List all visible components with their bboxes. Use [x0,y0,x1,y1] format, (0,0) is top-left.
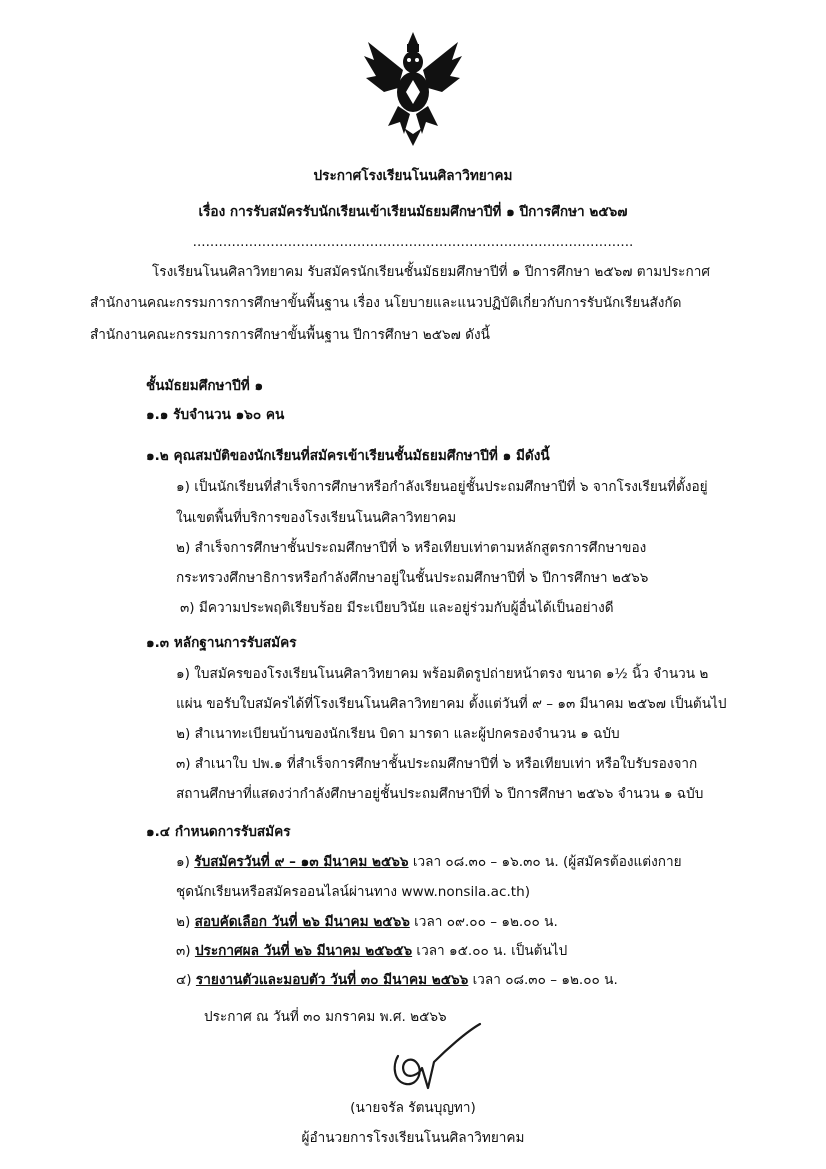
document-item-1-line-2: แผ่น ขอรับใบสมัครได้ที่โรงเรียนโนนศิลาวิทยาคม ตั้งแต่วันที่ ๙ – ๑๓ มีนาคม ๒๕๖๗ เป็นต้นไป [176,696,727,712]
document-item-2: ๒) สำเนาทะเบียนบ้านของนักเรียน บิดา มารดา และผู้ปกครองจำนวน ๑ ฉบับ [176,726,620,742]
announcement-date: ประกาศ ณ วันที่ ๓๐ มกราคม พ.ศ. ๒๕๖๖ [204,1009,447,1025]
level-heading: ชั้นมัธยมศึกษาปีที่ ๑ [146,378,264,394]
schedule-item-3-time: เวลา ๑๕.๐๐ น. เป็นต้นไป [412,943,568,959]
schedule-item-2-number: ๒) [176,914,191,930]
section-1-1-heading: ๑.๑ รับจำนวน ๑๖๐ คน [146,407,285,423]
schedule-item-4-date: รายงานตัวและมอบตัว วันที่ ๓๐ มีนาคม ๒๕๖๖ [195,972,469,988]
schedule-item-3-number: ๓) [176,943,191,959]
schedule-item-1-number: ๑) [176,854,190,870]
schedule-item-1-line-2: ชุดนักเรียนหรือสมัครออนไลน์ผ่านทาง www.nonsila.ac.th) [176,884,531,900]
document-item-1-line-1: ๑) ใบสมัครของโรงเรียนโนนศิลาวิทยาคม พร้อมติดรูปถ่ายหน้าตรง ขนาด ๑½ นิ้ว จำนวน ๒ [176,666,709,682]
qualification-item-1-line-2: ในเขตพื้นที่บริการของโรงเรียนโนนศิลาวิทยาคม [176,510,457,526]
schedule-item-2-date: สอบคัดเลือก วันที่ ๒๖ มีนาคม ๒๕๖๖ [194,914,410,930]
schedule-item-3 [176,941,567,961]
signer-name: (นายจรัล รัตนบุญทา) [350,1100,476,1116]
schedule-item-4 [176,970,618,990]
schedule-item-1-line-1 [176,852,682,872]
signer-position: ผู้อำนวยการโรงเรียนโนนศิลาวิทยาคม [301,1130,525,1146]
schedule-item-2-time: เวลา ๐๙.๐๐ – ๑๒.๐๐ น. [409,914,558,930]
section-1-3-heading: ๑.๓ หลักฐานการรับสมัคร [146,635,297,651]
announcement-title: ประกาศโรงเรียนโนนศิลาวิทยาคม [313,168,513,184]
section-1-4-heading: ๑.๔ กำหนดการรับสมัคร [146,824,291,840]
separator-line: ...................................................................................................... [192,234,634,250]
intro-line-2: สำนักงานคณะกรรมการการศึกษาขั้นพื้นฐาน เรื่อง นโยบายและแนวปฏิบัติเกี่ยวกับการรับนักเรียนสังกัด [90,295,682,311]
announcement-subject: เรื่อง การรับสมัครรับนักเรียนเข้าเรียนมัธยมศึกษาปีที่ ๑ ปีการศึกษา ๒๕๖๗ [198,204,628,220]
schedule-item-2 [176,912,558,932]
schedule-item-4-time: เวลา ๐๘.๓๐ – ๑๒.๐๐ น. [468,972,618,988]
qualification-item-3: ๓) มีความประพฤติเรียบร้อย มีระเบียบวินัย และอยู่ร่วมกับผู้อื่นได้เป็นอย่างดี [180,600,614,616]
signature [376,1022,486,1094]
schedule-item-3-date: ประกาศผล วันที่ ๒๖ มีนาคม ๒๕๖๕๖ [194,943,413,959]
qualification-item-2-line-2: กระทรวงศึกษาธิการหรือกำลังศึกษาอยู่ในชั้นประถมศึกษาปีที่ ๖ ปีการศึกษา ๒๕๖๖ [176,570,649,586]
qualification-item-1-line-1: ๑) เป็นนักเรียนที่สำเร็จการศึกษาหรือกำลังเรียนอยู่ชั้นประถมศึกษาปีที่ ๖ จากโรงเรียนที่ตั้งอยู่ [176,479,708,495]
schedule-item-4-number: ๔) [176,972,192,988]
qualification-item-2-line-1: ๒) สำเร็จการศึกษาชั้นประถมศึกษาปีที่ ๖ หรือเทียบเท่าตามหลักสูตรการศึกษาของ [176,540,647,556]
schedule-item-1-date: รับสมัครวันที่ ๙ – ๑๓ มีนาคม ๒๕๖๖ [194,854,409,870]
schedule-item-1-time: เวลา ๐๘.๓๐ – ๑๖.๓๐ น. (ผู้สมัครต้องแต่งกาย [408,854,682,870]
document-item-3-line-2: สถานศึกษาที่แสดงว่ากำลังศึกษาอยู่ชั้นประถมศึกษาปีที่ ๖ ปีการศึกษา ๒๕๖๖ จำนวน ๑ ฉบับ [176,786,704,802]
section-1-2-heading: ๑.๒ คุณสมบัติของนักเรียนที่สมัครเข้าเรียนชั้นมัธยมศึกษาปีที่ ๑ มีดังนี้ [146,448,550,464]
document-item-3-line-1: ๓) สำเนาใบ ปพ.๑ ที่สำเร็จการศึกษาชั้นประถมศึกษาปีที่ ๖ หรือเทียบเท่า หรือใบรับรองจาก [176,756,698,772]
intro-line-3: สำนักงานคณะกรรมการการศึกษาขั้นพื้นฐาน ปีการศึกษา ๒๕๖๗ ดังนี้ [90,327,490,343]
garuda-emblem [360,30,466,148]
intro-line-1: โรงเรียนโนนศิลาวิทยาคม รับสมัครนักเรียนชั้นมัธยมศึกษาปีที่ ๑ ปีการศึกษา ๒๕๖๗ ตามประกาศ [152,264,710,280]
